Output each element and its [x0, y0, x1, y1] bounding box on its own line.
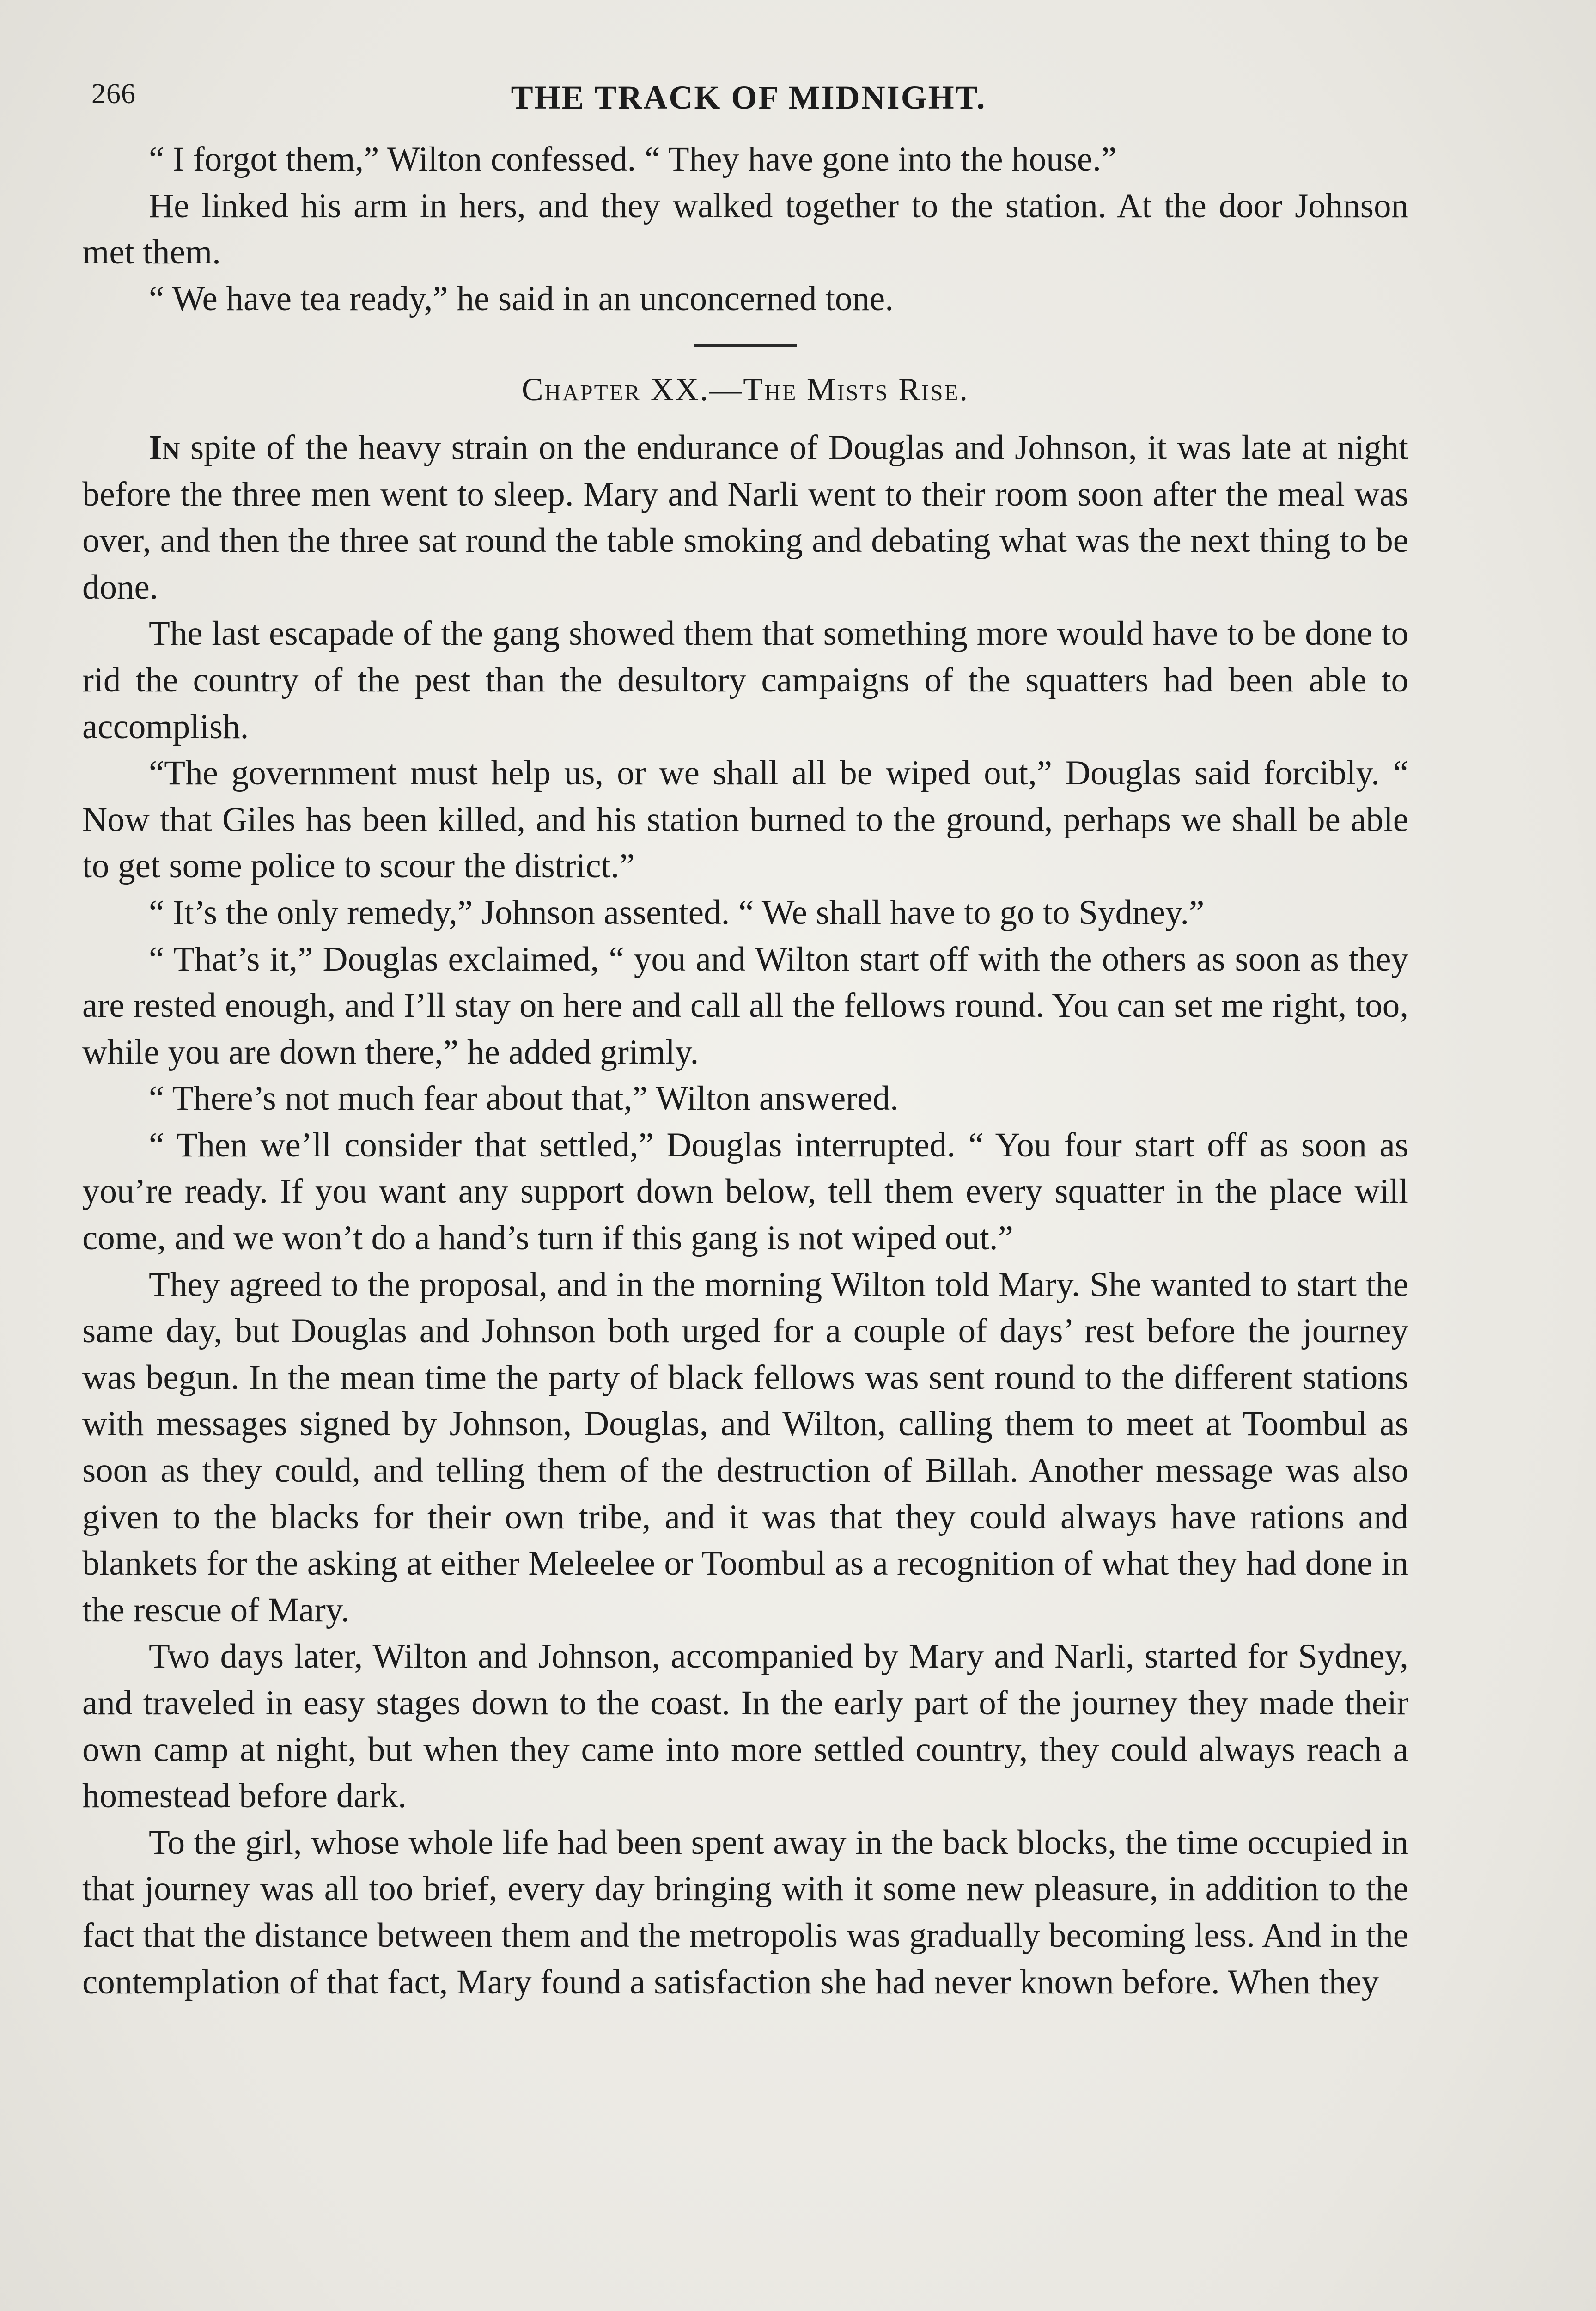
paragraph: “ Then we’ll consider that settled,” Douglas interrupted. “ You four start off as soon as you’re ready. If you want any support down below, tell them every squatter in the place will come, and we won’t do a hand’s turn if this gang is not wiped out.” — [82, 1125, 1408, 1258]
paragraph: Two days later, Wilton and Johnson, accompanied by Mary and Narli, started for Sydney, and traveled in easy stages down to the coast. In the early part of the journey they made their own camp at night, but when they came into more settled country, they could always reach a homestead before dark. — [82, 1637, 1408, 1816]
paragraph: “ There’s not much fear about that,” Wilton answered. — [149, 1079, 899, 1118]
body-text — [82, 136, 1408, 2005]
paragraph: “ It’s the only remedy,” Johnson assented. “ We shall have to go to Sydney.” — [149, 893, 1205, 932]
section-divider — [694, 344, 797, 347]
paragraph-text: spite of the heavy strain on the endurance of Douglas and Johnson, it was late at night before the three men went to sleep. Mary and Narli went to their room soon after the meal was over, and then the three sat round the table smoking and debating what was the next thing to be done. — [82, 428, 1408, 606]
lead-word: In — [149, 428, 180, 467]
running-title: THE TRACK OF MIDNIGHT. — [511, 79, 987, 116]
paragraph: “ That’s it,” Douglas exclaimed, “ you and Wilton start off with the others as soon as they are rested enough, and I’ll stay on here and call all the fellows round. You can set me right, too, while you are down there,” he added grimly. — [82, 940, 1408, 1071]
paragraph: They agreed to the proposal, and in the morning Wilton told Mary. She wanted to start the same day, but Douglas and Johnson both urged for a couple of days’ rest before the journey was begun. In the mean time the party of black fellows was sent round to the different stations with messages signed by Johnson, Douglas, and Wilton, calling them to meet at Toombul as soon as they could, and telling them of the destruction of Billah. Another message was also given to the blacks for their own tribe, and it was that they could always have rations and blankets for the asking at either Meleelee or Toombul as a recognition of what they had done in the rescue of Mary. — [82, 1265, 1408, 1629]
page-number: 266 — [91, 78, 136, 110]
paragraph: He linked his arm in hers, and they walked together to the station. At the door Johnson met them. — [82, 186, 1408, 272]
paragraph: “ We have tea ready,” he said in an unconcerned tone. — [149, 279, 894, 318]
chapter-heading: Chapter XX.—The Mists Rise. — [521, 372, 969, 408]
page-header — [79, 69, 1419, 125]
paragraph: The last escapade of the gang showed them that something more would have to be done to rid the country of the pest than the desultory campaigns of the squatters had been able to accomplish. — [82, 614, 1408, 746]
paragraph: “The government must help us, or we shall all be wiped out,” Douglas said forcibly. “ Now that Giles has been killed, and his station burned to the ground, perhaps we shall be able to get some police to scour the district.” — [82, 754, 1408, 886]
paragraph — [82, 425, 1408, 611]
paragraph: To the girl, whose whole life had been spent away in the back blocks, the time occupied in that journey was all too brief, every day bringing with it some new pleasure, in addition to the fact that the distance between them and the metropolis was gradually becoming less. And in the contemplation of that fact, Mary found a satisfaction she had never known before. When they — [82, 1823, 1408, 2001]
paragraph: “ I forgot them,” Wilton confessed. “ They have gone into the house.” — [149, 140, 1117, 178]
